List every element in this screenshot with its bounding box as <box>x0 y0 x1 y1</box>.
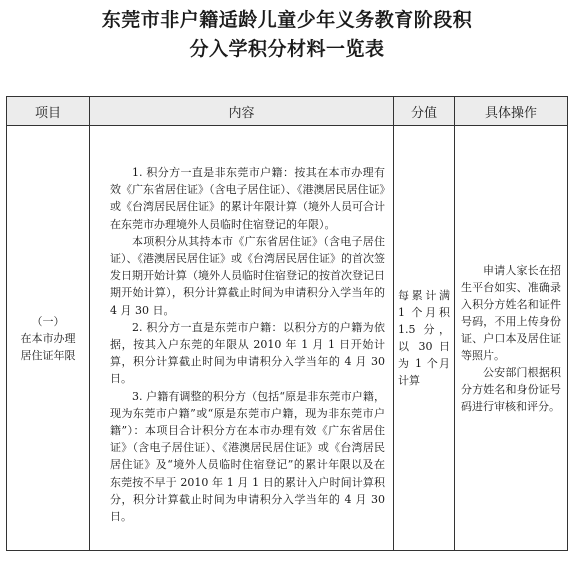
page-title <box>0 6 574 64</box>
header-content: 内容 <box>90 97 394 126</box>
content-paragraph-2: 本项积分从其持本市《广东省居住证》（含电子居住证）、《港澳居民居住证》或《台湾居民居住证》的首次签发日期开始计算（境外人员临时住宿登记的按首次登记日期开始计算），积分计算截止时间为申请积分入学当年的 4 月 30 日。 <box>110 234 385 317</box>
content-cell <box>90 126 394 551</box>
header-score: 分值 <box>394 97 455 126</box>
operation-paragraph-1: 申请人家长在招生平台如实、准确录入积分方姓名和证件号码，不用上传身份证、户口本及居住证等照片。 <box>461 263 561 362</box>
table-row <box>7 126 568 551</box>
item-label-line-2: 居住证年限 <box>20 348 76 362</box>
table-header-row <box>7 97 568 126</box>
header-operation: 具体操作 <box>455 97 568 126</box>
content-paragraph-3: 2. 积分方一直是东莞市户籍：以积分方的户籍为依据，按其入户东莞的年限从 2010 年 1 月 1 日开始计算，积分计算截止时间为申请积分入学当年的 4 月 30 日。 <box>110 320 385 386</box>
page-title-line-1: 东莞市非户籍适龄儿童少年义务教育阶段积 <box>101 9 473 31</box>
score-cell: 每累计满 1 个月积 1.5 分，以 30 日为 1 个月计算 <box>394 126 455 551</box>
header-item: 项目 <box>7 97 90 126</box>
content-paragraph-4: 3. 户籍有调整的积分方（包括“原是非东莞市户籍，现为东莞市户籍”或“原是东莞市户籍，现为非东莞市户籍”）：本项目合计积分方在本市办理有效《广东省居住证》（含电子居住证）、《港澳居民居住证》或《台湾居民居住证》及“境外人员临时住宿登记”的累计年限以及在东莞按不早于 2010 年 1 月 1 日的累计入户时间计算积分，积分计算截止时间为申请积分入学当年的 4 月 30 日。 <box>110 389 385 524</box>
content-paragraph-1: 1. 积分方一直是非东莞市户籍：按其在本市办理有效《广东省居住证》（含电子居住证）、《港澳居民居住证》或《台湾居民居住证》的累计年限计算（境外人员可合计在东莞市办理境外人员临时住宿登记的年限）。 <box>110 166 385 231</box>
page-title-line-2: 分入学积分材料一览表 <box>189 38 385 60</box>
item-label-line-1: 在本市办理 <box>20 331 76 345</box>
operation-paragraph-2: 公安部门根据积分方姓名和身份证号码进行审核和评分。 <box>461 365 561 413</box>
item-number: （一） <box>31 314 65 328</box>
operation-cell <box>455 126 568 551</box>
materials-table <box>6 96 568 551</box>
item-cell <box>7 126 90 551</box>
